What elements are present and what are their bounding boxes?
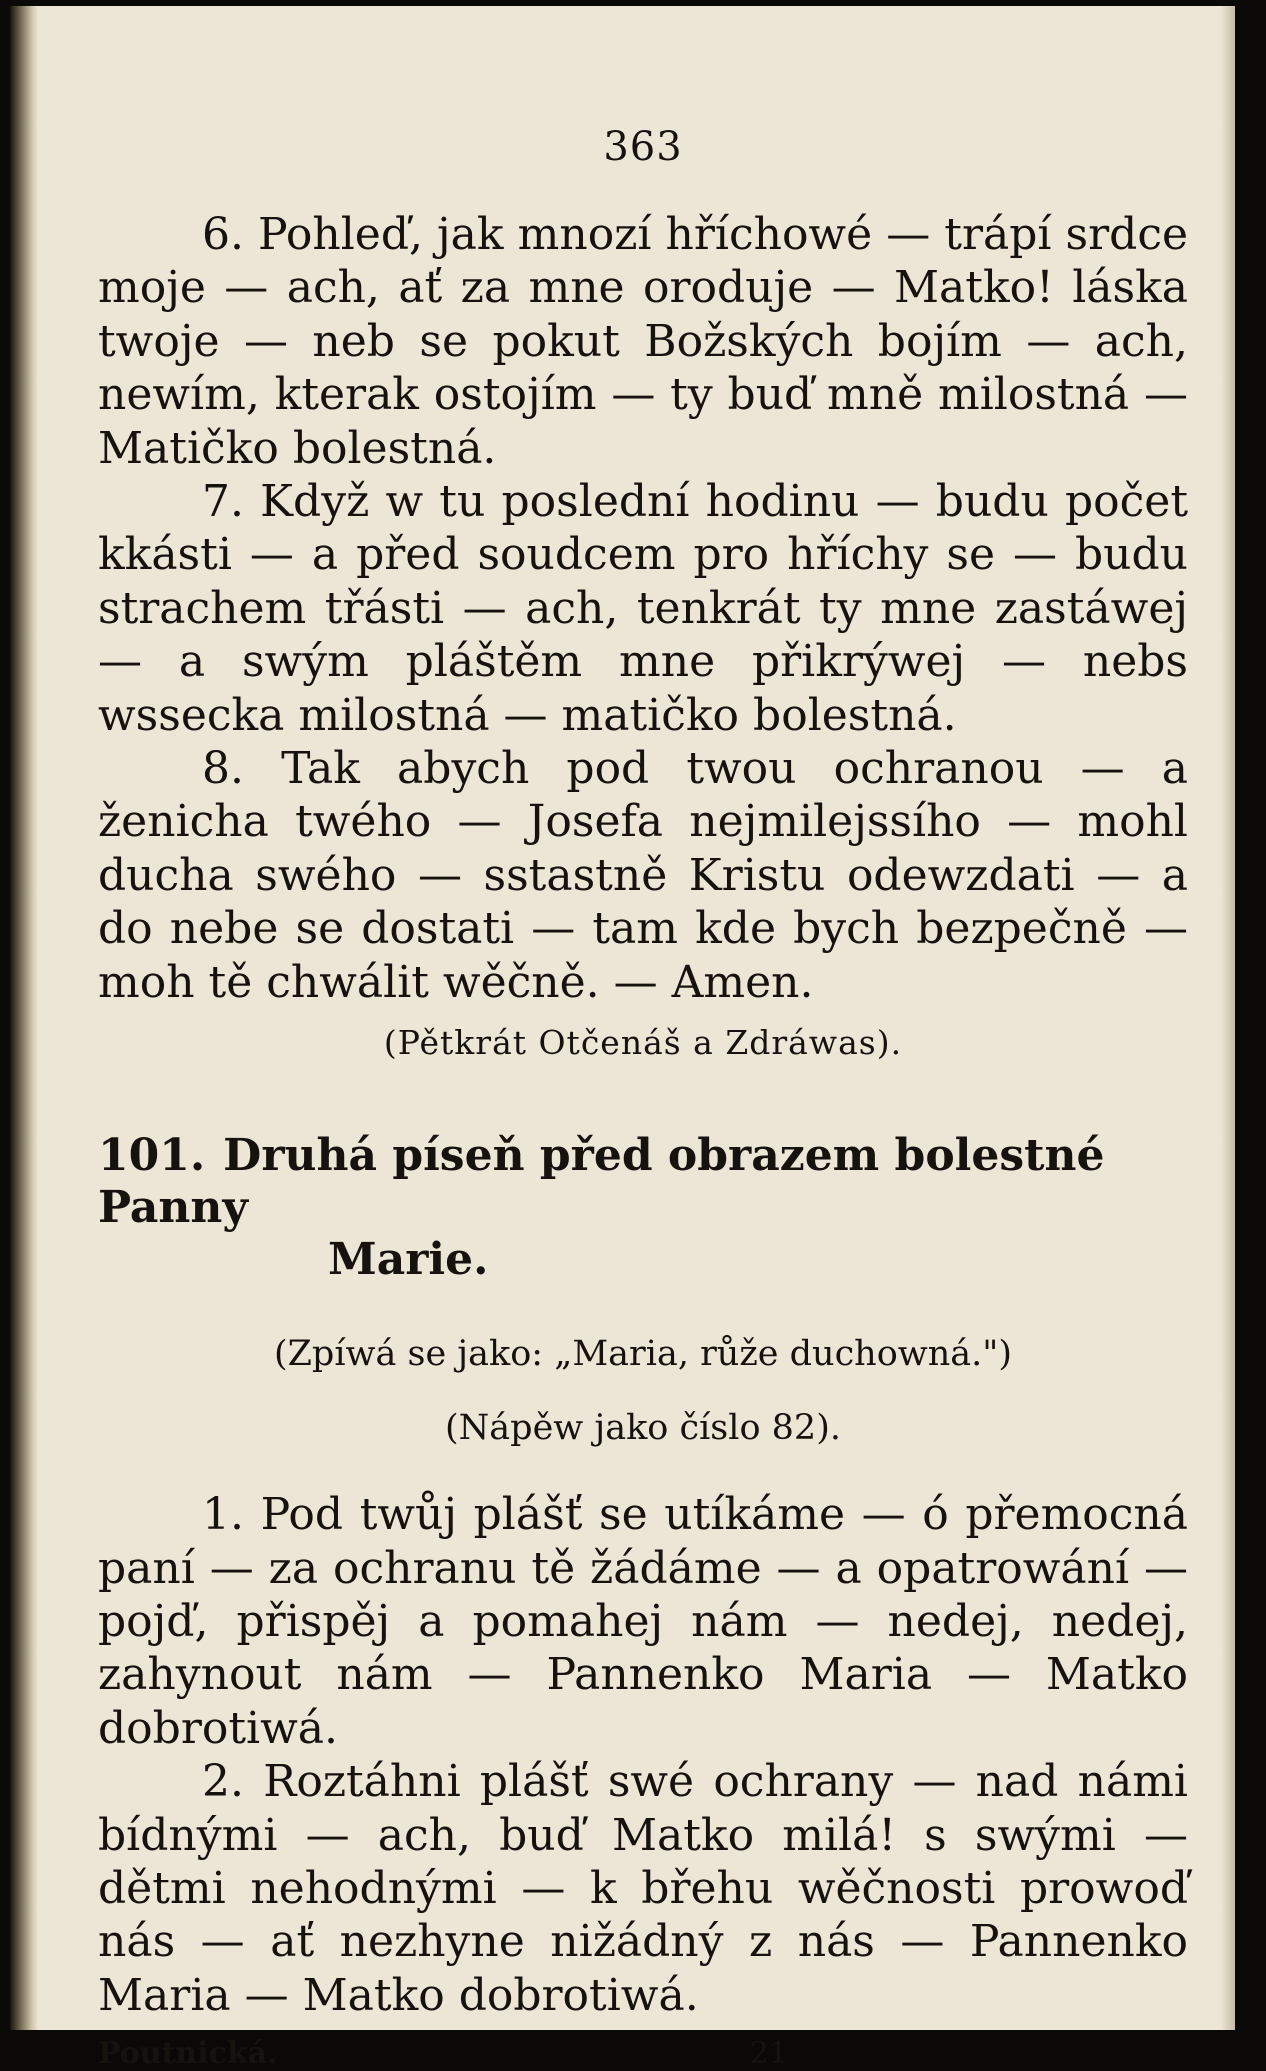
hymn-title-line2: Marie. (328, 1234, 489, 1286)
melody-reference: (Nápěw jako číslo 82). (445, 1408, 841, 1449)
tune-note: (Zpíwá se jako: „Maria, růže duchowná.") (273, 1334, 1013, 1375)
verse-6: 6. Pohleď, jak mnozí hříchowé — trápí srdce moje — ach, ať za mne oroduje — Matko! láska twoje — neb se pokut Božských bojím — ach, newím, kterak ostojím — ty buď mně milostná — Matičko bolestná. (98, 209, 1188, 474)
hymn-number: 101. (98, 1130, 206, 1182)
book-spine-shadow (10, 6, 38, 2030)
hymn-verse-1: 1. Pod twůj plášť se utíkáme — ó přemocná paní — za ochranu tě žádáme — a opatrowání — pojď, přispěj a pomahej nám — nedej, nedej, zahynout nám — Pannenko Maria — Matko dobrotiwá. (98, 1489, 1188, 1754)
hymn-heading (98, 1130, 1188, 1286)
page-edge (1221, 6, 1235, 2030)
book-page (10, 6, 1235, 2071)
page-footer (98, 2036, 788, 2071)
verse-7: 7. Když w tu poslední hodinu — budu počet kkásti — a před soudcem pro hříchy se — budu strachem třásti — ach, tenkrát ty mne zastáwej — a swým pláštěm mne přikrýwej — nebs wssecka milostná — matičko bolestná. (98, 476, 1188, 741)
hymn-title-line1: Druhá píseň před obrazem bolestné Panny (98, 1130, 1105, 1234)
signature-mark: Poutnická. (98, 2036, 278, 2071)
hymn-verse-2: 2. Roztáhni plášť swé ochrany — nad námi bídnými — ach, buď Matko milá! s swými — dětmi nehodnými — k břehu wěčnosti prowoď nás — ať nezhyne nižádný z nás — Pannenko Maria — Matko dobrotiwá. (98, 1756, 1188, 2021)
page-content (98, 124, 1188, 2071)
sheet-number: 21 (749, 2036, 788, 2071)
prayer-note: (Pětkrát Otčenáš a Zdráwas). (383, 1023, 903, 1063)
page-number: 363 (603, 124, 683, 170)
verse-8: 8. Tak abych pod twou ochranou — a ženicha twého — Josefa nejmilejssího — mohl ducha swého — sstastně Kristu odewzdati — a do nebe se dostati — tam kde bych bezpečně — moh tě chwálit wěčně. — Amen. (98, 743, 1188, 1008)
